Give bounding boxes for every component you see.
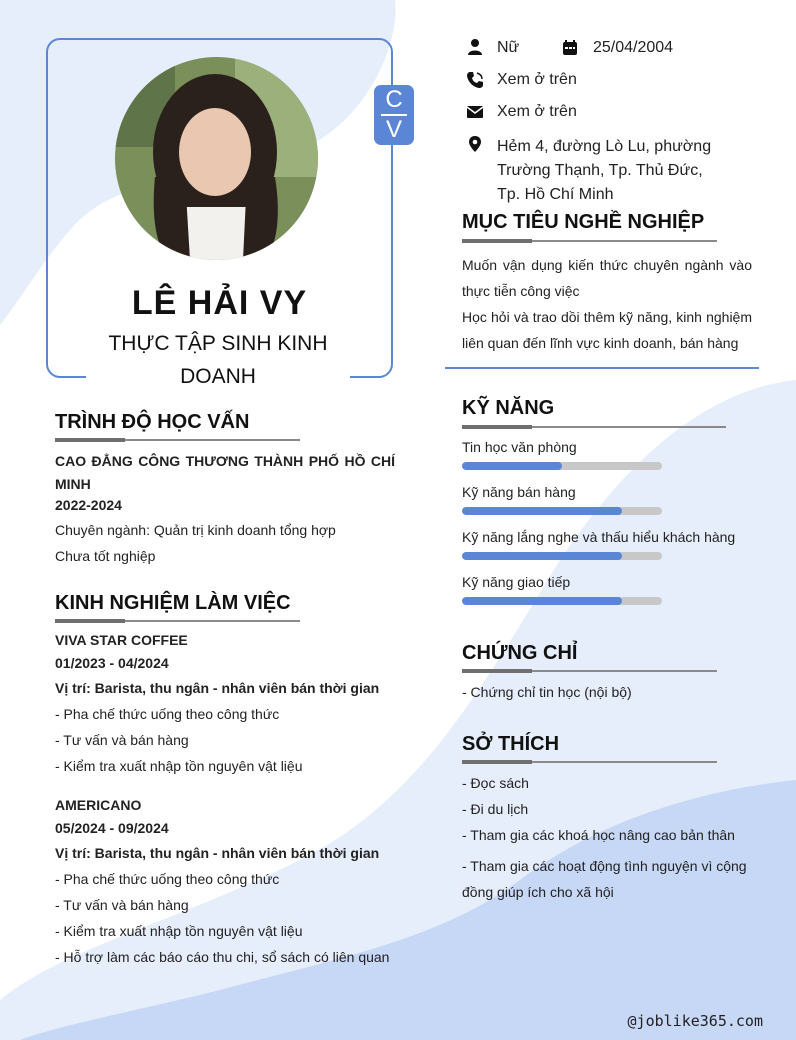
phone-text: Xem ở trên xyxy=(497,71,577,88)
hobbies-title: SỞ THÍCH xyxy=(462,733,560,755)
objective-line-2: Học hỏi và trao dồi thêm kỹ năng, kinh nghiệm liên quan đến lĩnh vực kinh doanh, bán hàng xyxy=(462,309,752,351)
job-duty: - Kiểm tra xuất nhập tồn nguyên vật liệu xyxy=(55,923,303,939)
skill-bar xyxy=(462,462,662,470)
hobby-item: - Đọc sách xyxy=(462,775,529,791)
location-pin-icon xyxy=(466,135,484,153)
cv-badge-top: C xyxy=(385,86,403,113)
skill-bar-fill xyxy=(462,507,622,515)
skill-bar xyxy=(462,552,662,560)
objective-title-underline xyxy=(462,240,717,242)
mail-icon xyxy=(466,103,484,121)
education-years: 2022-2024 xyxy=(55,497,122,513)
job-company: AMERICANO xyxy=(55,797,142,813)
skill-label: Kỹ năng bán hàng xyxy=(462,484,576,500)
job-duty: - Tư vấn và bán hàng xyxy=(55,732,189,748)
skill-bar xyxy=(462,597,662,605)
experience-title: KINH NGHIỆM LÀM VIỆC xyxy=(55,592,291,614)
dob-text: 25/04/2004 xyxy=(593,39,674,56)
job-duty: - Tư vấn và bán hàng xyxy=(55,897,189,913)
cv-badge xyxy=(374,85,414,145)
skill-bar xyxy=(462,507,662,515)
job-duty: - Hỗ trợ làm các báo cáo thu chi, sổ sách có liên quan xyxy=(55,949,390,965)
skills-title-underline xyxy=(462,426,726,428)
objective-line-1: Muốn vận dụng kiến thức chuyên ngành vào thực tiễn công việc xyxy=(462,257,752,299)
skill-label: Kỹ năng lắng nghe và thấu hiểu khách hàng xyxy=(462,529,736,545)
education-major: Chuyên ngành: Quản trị kinh doanh tổng hợp xyxy=(55,522,336,538)
calendar-icon xyxy=(561,39,579,57)
address-text: Hẻm 4, đường Lò Lu, phường Trường Thạnh, Tp. Thủ Đức, Tp. Hồ Chí Minh xyxy=(497,138,712,203)
skill-label: Tin học văn phòng xyxy=(462,439,577,455)
education-title-underline xyxy=(55,439,300,441)
cv-badge-bottom: V xyxy=(385,116,402,143)
certificates-title-underline xyxy=(462,670,717,672)
education-school: CAO ĐẲNG CÔNG THƯƠNG THÀNH PHỐ HỒ CHÍ MINH xyxy=(55,453,395,492)
skills-title: KỸ NĂNG xyxy=(462,397,555,419)
job-position: Vị trí: Barista, thu ngân - nhân viên bán thời gian xyxy=(55,845,380,861)
section-divider xyxy=(445,367,759,369)
hobbies-title-underline xyxy=(462,761,717,763)
hobby-item: - Tham gia các khoá học nâng cao bản thân xyxy=(462,827,735,843)
email-text: Xem ở trên xyxy=(497,103,577,120)
certificate-item: - Chứng chỉ tin học (nội bộ) xyxy=(462,684,632,700)
skill-bar-fill xyxy=(462,597,622,605)
job-period: 05/2024 - 09/2024 xyxy=(55,820,169,836)
job-period: 01/2023 - 04/2024 xyxy=(55,655,169,671)
person-icon xyxy=(466,38,484,56)
gender-text: Nữ xyxy=(497,39,520,56)
education-status: Chưa tốt nghiệp xyxy=(55,548,156,564)
experience-title-underline xyxy=(55,620,300,622)
watermark-text: @joblike365.com xyxy=(627,1012,763,1030)
job-duty: - Pha chế thức uống theo công thức xyxy=(55,871,280,887)
job-company: VIVA STAR COFFEE xyxy=(55,632,188,648)
job-position: Vị trí: Barista, thu ngân - nhân viên bán thời gian xyxy=(55,680,380,696)
certificates-title: CHỨNG CHỈ xyxy=(462,642,578,664)
phone-icon xyxy=(466,71,484,89)
job-duty: - Pha chế thức uống theo công thức xyxy=(55,706,280,722)
candidate-role: THỰC TẬP SINH KINH DOANH xyxy=(108,332,328,388)
skill-bar-fill xyxy=(462,462,562,470)
skill-label: Kỹ năng giao tiếp xyxy=(462,574,571,590)
education-title: TRÌNH ĐỘ HỌC VẤN xyxy=(55,411,250,433)
objective-title: MỤC TIÊU NGHỀ NGHIỆP xyxy=(462,211,705,233)
job-duty: - Kiểm tra xuất nhập tồn nguyên vật liệu xyxy=(55,758,303,774)
profile-photo xyxy=(115,57,318,260)
skill-bar-fill xyxy=(462,552,622,560)
candidate-name: LÊ HẢI VY xyxy=(131,284,308,322)
hobby-item: - Tham gia các hoạt động tình nguyện vì cộng đồng giúp ích cho xã hội xyxy=(462,858,747,900)
hobby-item: - Đi du lịch xyxy=(462,801,529,817)
